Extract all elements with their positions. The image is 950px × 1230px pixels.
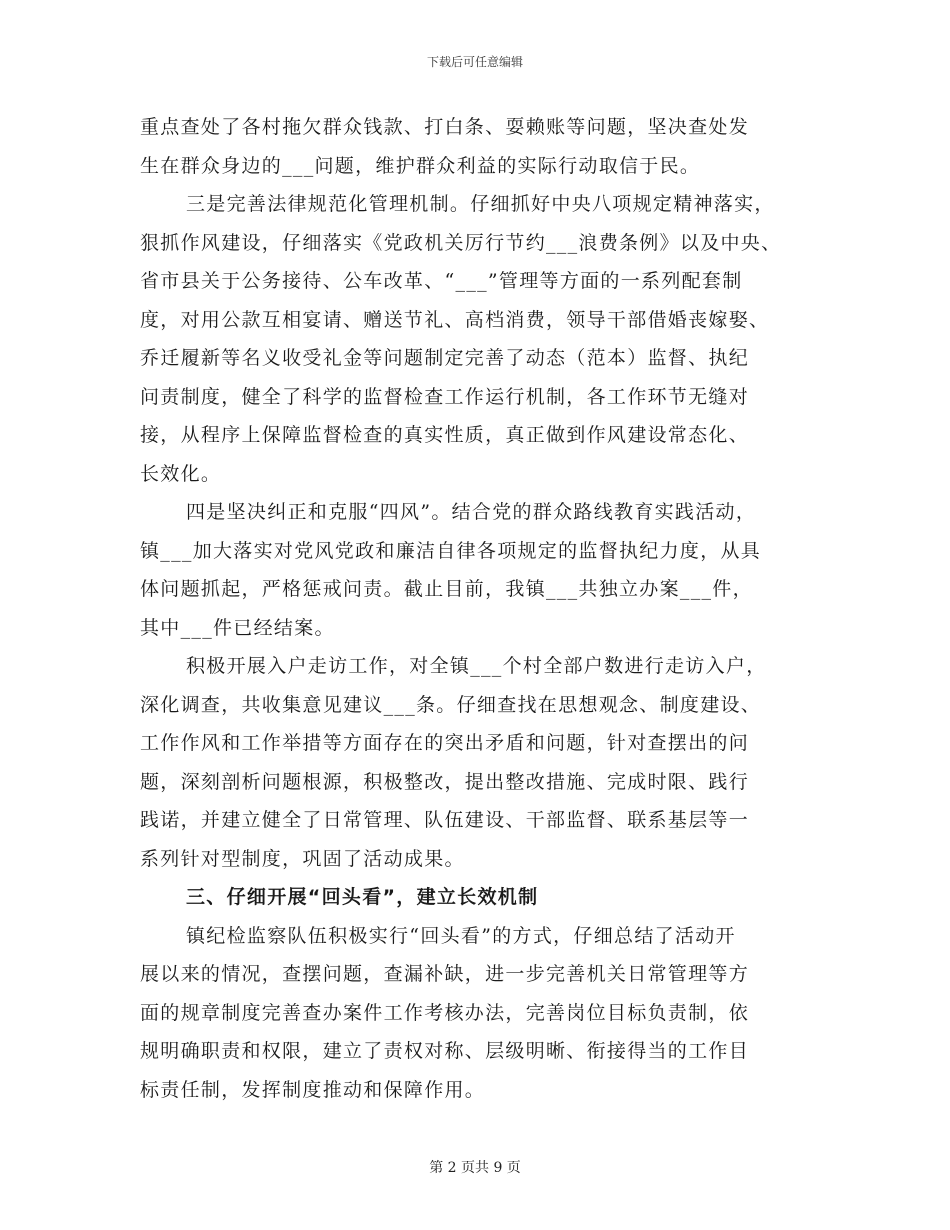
paragraph-line: 省市县关于公务接待、公车改革、“___”管理等方面的一系列配套制 — [140, 270, 743, 292]
paragraph-line: 四是坚决纠正和克服“四风”。结合党的群众路线教育实践活动， — [186, 501, 757, 523]
paragraph-line: 长效化。 — [140, 462, 222, 485]
paragraph-line: 体问题抓起，严格惩戒问责。截止目前，我镇___共独立办案___件， — [140, 578, 753, 600]
document-body — [140, 108, 820, 1109]
paragraph-line: 展以来的情况，查摆问题，查漏补缺，进一步完善机关日常管理等方 — [140, 963, 750, 985]
paragraph-line: 标责任制，发挥制度推动和保障作用。 — [140, 1078, 486, 1101]
paragraph-line: 问责制度，健全了科学的监督检查工作运行机制，各工作环节无缝对 — [140, 385, 750, 408]
paragraph-line: 系列针对型制度，巩固了活动成果。 — [140, 847, 465, 870]
paragraph-line: 度，对用公款互相宴请、赠送节礼、高档消费，领导干部借婚丧嫁娶、 — [140, 308, 770, 331]
paragraph-line: 接，从程序上保障监督检查的真实性质，真正做到作风建设常态化、 — [140, 424, 750, 446]
page-header-note: 下载后可任意编辑 — [426, 55, 523, 69]
paragraph-line: 积极开展入户走访工作，对全镇___个村全部户数进行走访入户， — [186, 655, 767, 677]
paragraph-line: 生在群众身边的___问题，维护群众利益的实际行动取信于民。 — [140, 154, 701, 177]
paragraph-line: 三是完善法律规范化管理机制。仔细抓好中央八项规定精神落实， — [186, 193, 775, 215]
paragraph-line: 狠抓作风建设，仔细落实《党政机关厉行节约___浪费条例》以及中央、 — [140, 231, 782, 254]
paragraph-line: 规明确职责和权限，建立了责权对称、层级明晰、衔接得当的工作目 — [140, 1040, 750, 1062]
paragraph-line: 其中___件已经结案。 — [140, 616, 335, 639]
paragraph-line: 深化调查，共收集意见建议___条。仔细查找在思想观念、制度建设、 — [140, 693, 762, 716]
paragraph-line: 镇___加大落实对党风党政和廉洁自律各项规定的监督执纪力度，从具 — [140, 539, 762, 562]
paragraph-line: 题，深刻剖析问题根源，积极整改，提出整改措施、完成时限、践行 — [140, 770, 750, 793]
paragraph-line: 践诺，并建立健全了日常管理、队伍建设、干部监督、联系基层等一 — [140, 809, 750, 831]
paragraph-line: 面的规章制度完善查办案件工作考核办法，完善岗位目标负责制，依 — [140, 1001, 750, 1024]
page-number: 第 2 页共 9 页 — [429, 1160, 521, 1176]
paragraph-line: 重点查处了各村拖欠群众钱款、打白条、耍赖账等问题，坚决查处发 — [140, 116, 750, 138]
paragraph-line: 镇纪检监察队伍积极实行“回头看”的方式，仔细总结了活动开 — [186, 924, 736, 947]
section-heading: 三、仔细开展“回头看”，建立长效机制 — [186, 886, 539, 908]
paragraph-line: 工作作风和工作举措等方面存在的突出矛盾和问题，针对查摆出的问 — [140, 732, 750, 754]
paragraph-line: 乔迁履新等名义收受礼金等问题制定完善了动态（范本）监督、执纪 — [140, 347, 750, 369]
